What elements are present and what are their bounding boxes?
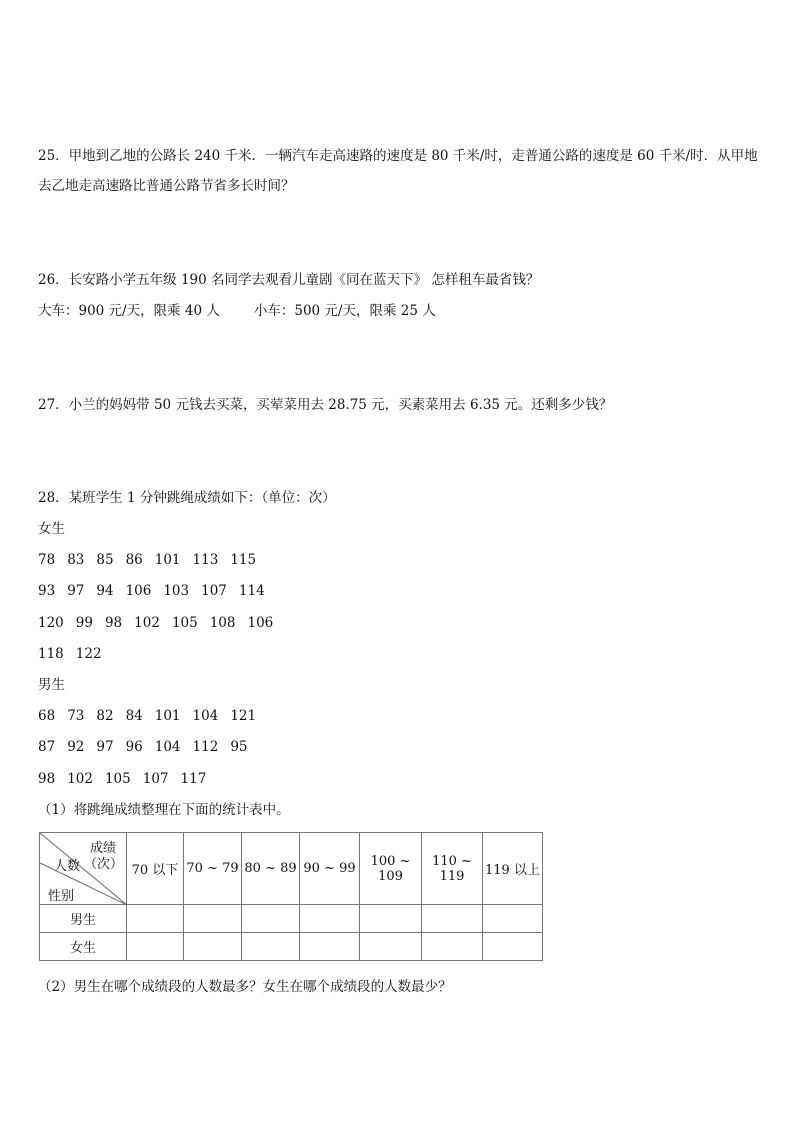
girls-row-3 bbox=[38, 614, 285, 632]
score-value: 121 bbox=[230, 708, 257, 724]
q28-sub1: （1）将跳绳成绩整理在下面的统计表中。 bbox=[38, 802, 290, 818]
q28-sub2: （2）男生在哪个成绩段的人数最多？女生在哪个成绩段的人数最少？ bbox=[38, 979, 452, 995]
score-value: 86 bbox=[125, 552, 143, 568]
boys-row-2 bbox=[38, 738, 260, 756]
girls-row-2 bbox=[38, 582, 277, 600]
score-value: 68 bbox=[38, 708, 56, 724]
boys-label: 男生 bbox=[38, 677, 65, 693]
score-value: 85 bbox=[96, 552, 114, 568]
score-value: 105 bbox=[171, 615, 198, 631]
column-header: 119 以上 bbox=[483, 833, 543, 905]
q26-big-bus: 大车：900 元/天，限乘 40 人 bbox=[38, 303, 220, 319]
score-value: 112 bbox=[192, 739, 219, 755]
score-value: 83 bbox=[67, 552, 85, 568]
column-header: 90 ~ 99 bbox=[300, 833, 360, 905]
table-cell[interactable] bbox=[242, 933, 300, 961]
row-header-girls: 女生 bbox=[40, 933, 127, 961]
score-value: 92 bbox=[67, 739, 85, 755]
score-value: 108 bbox=[209, 615, 236, 631]
table-cell[interactable] bbox=[483, 933, 543, 961]
q27-line1: 27．小兰的妈妈带 50 元钱去买菜，买荤菜用去 28.75 元，买素菜用去 6.35 元。还剩多少钱？ bbox=[38, 397, 613, 413]
score-value: 73 bbox=[67, 708, 85, 724]
score-value: 107 bbox=[142, 771, 169, 787]
score-value: 104 bbox=[192, 708, 219, 724]
q25-line2: 去乙地走高速路比普通公路节省多长时间？ bbox=[38, 178, 295, 194]
corner-mid-label: 人数 bbox=[54, 859, 81, 874]
table-cell[interactable] bbox=[127, 905, 184, 933]
score-value: 94 bbox=[96, 583, 114, 599]
score-value: 84 bbox=[125, 708, 143, 724]
table-cell[interactable] bbox=[300, 905, 360, 933]
row-header-boys: 男生 bbox=[40, 905, 127, 933]
score-value: 114 bbox=[238, 583, 265, 599]
score-value: 97 bbox=[96, 739, 114, 755]
table-corner-header bbox=[40, 833, 127, 905]
q26-small-bus: 小车：500 元/天，限乘 25 人 bbox=[253, 303, 436, 319]
table-cell[interactable] bbox=[127, 933, 184, 961]
girls-row-4 bbox=[38, 645, 114, 663]
column-header: 80 ~ 89 bbox=[242, 833, 300, 905]
score-value: 103 bbox=[163, 583, 190, 599]
q28-line1: 28．某班学生 1 分钟跳绳成绩如下：（单位：次） bbox=[38, 490, 336, 506]
table-cell[interactable] bbox=[184, 905, 242, 933]
corner-bottom-label: 性别 bbox=[48, 889, 75, 904]
score-value: 117 bbox=[180, 771, 207, 787]
q26-options bbox=[38, 302, 436, 320]
score-value: 95 bbox=[230, 739, 248, 755]
table-cell[interactable] bbox=[422, 905, 483, 933]
score-value: 106 bbox=[125, 583, 152, 599]
score-value: 104 bbox=[154, 739, 181, 755]
score-value: 96 bbox=[125, 739, 143, 755]
score-value: 93 bbox=[38, 583, 56, 599]
table-cell[interactable] bbox=[360, 933, 422, 961]
table-cell[interactable] bbox=[242, 905, 300, 933]
score-value: 113 bbox=[192, 552, 219, 568]
table-cell[interactable] bbox=[184, 933, 242, 961]
table-cell[interactable] bbox=[300, 933, 360, 961]
score-value: 122 bbox=[75, 646, 102, 662]
girls-label: 女生 bbox=[38, 521, 65, 537]
boys-row-3 bbox=[38, 770, 218, 788]
score-value: 107 bbox=[201, 583, 227, 599]
score-value: 102 bbox=[67, 771, 93, 787]
score-value: 101 bbox=[154, 708, 181, 724]
score-value: 98 bbox=[104, 615, 123, 631]
table-cell[interactable] bbox=[360, 905, 422, 933]
q25-line1: 25．甲地到乙地的公路长 240 千米．一辆汽车走高速路的速度是 80 千米/时，走普通公路的速度是 60 千米/时．从甲地 bbox=[38, 148, 758, 164]
score-value: 97 bbox=[67, 583, 85, 599]
score-value: 99 bbox=[75, 615, 93, 631]
score-value: 101 bbox=[154, 552, 181, 568]
score-value: 87 bbox=[38, 739, 56, 755]
score-value: 118 bbox=[38, 646, 64, 662]
q26-line1: 26．长安路小学五年级 190 名同学去观看儿童剧《同在蓝天下》 怎样租车最省钱？ bbox=[38, 272, 540, 288]
table-cell[interactable] bbox=[483, 905, 543, 933]
score-value: 115 bbox=[230, 552, 257, 568]
score-value: 82 bbox=[96, 708, 114, 724]
score-value: 120 bbox=[38, 615, 64, 631]
score-value: 105 bbox=[104, 771, 131, 787]
column-header: 70 ~ 79 bbox=[184, 833, 242, 905]
score-value: 102 bbox=[134, 615, 160, 631]
corner-top-label: 成绩 bbox=[90, 841, 117, 856]
boys-row-1 bbox=[38, 707, 268, 725]
column-header: 100 ~ 109 bbox=[360, 833, 422, 905]
statistics-table bbox=[39, 832, 543, 961]
score-value: 98 bbox=[38, 771, 56, 787]
column-header: 70 以下 bbox=[127, 833, 184, 905]
corner-unit-label: （次） bbox=[84, 857, 124, 872]
score-value: 106 bbox=[247, 615, 274, 631]
girls-row-1 bbox=[38, 551, 268, 569]
column-header: 110 ~ 119 bbox=[422, 833, 483, 905]
score-value: 78 bbox=[38, 552, 56, 568]
table-cell[interactable] bbox=[422, 933, 483, 961]
